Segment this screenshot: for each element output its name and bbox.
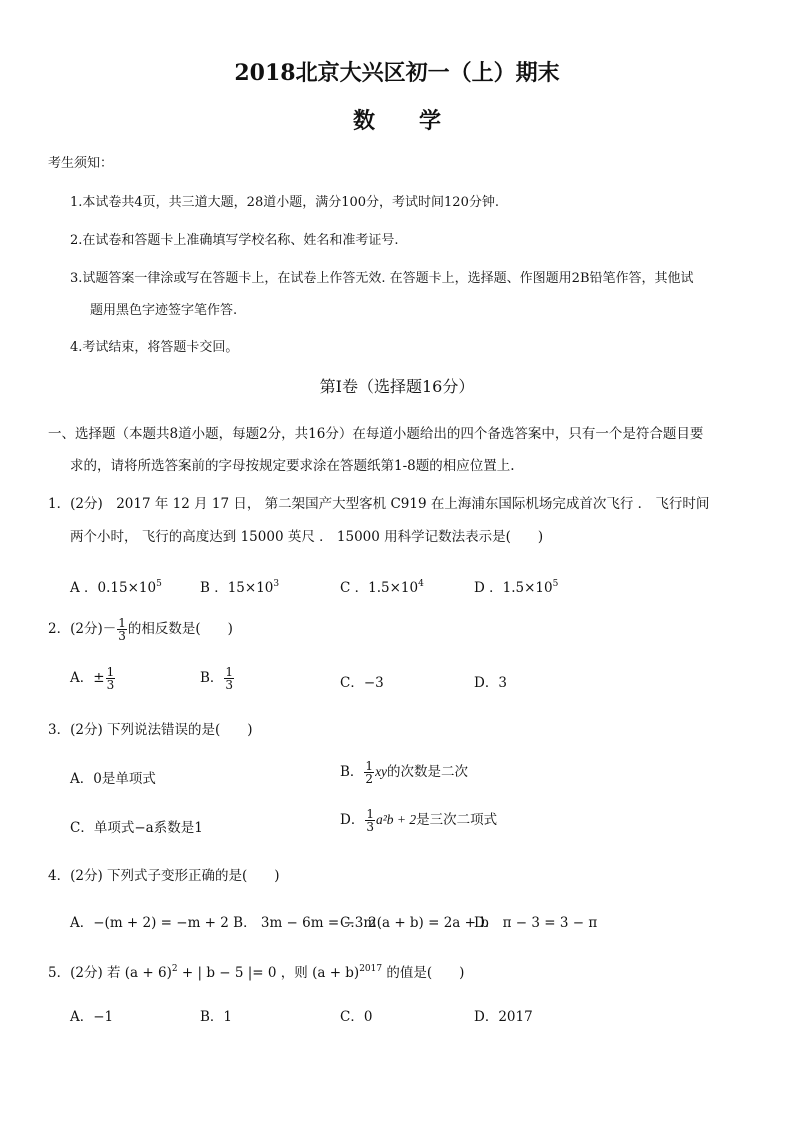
section-intro-line1: 一、选择题（本题共8道小题，每题2分，共16分）在每道小题给出的四个备选答案中，只有一个是符合题目要 <box>48 426 704 442</box>
q2-fraction: $\frac{1}{3}$ <box>118 616 126 643</box>
q4-stem: 4．(2分) 下列式子变形正确的是( ) <box>48 868 280 884</box>
q5-option-a: A．−1 <box>70 1009 114 1025</box>
q1-stem-line2: 两个小时， 飞行的高度达到 15000 英尺 ． 15000 用科学记数法表示是( ) <box>70 529 544 545</box>
q2-option-a: A．± $\frac{1}{3}$ <box>70 665 115 692</box>
exam-title: 2018北京大兴区初一（上）期末 <box>234 60 560 86</box>
section-intro-line2: 求的，请将所选答案前的字母按规定要求涂在答题纸第1-8题的相应位置上. <box>70 458 515 474</box>
notice-item-3: 3.试题答案一律涂或写在答题卡上，在试卷上作答无效. 在答题卡上，选择题、作图题用2B铅笔作答，其他试 <box>70 271 694 286</box>
q1-option-c: C ．$1.5\times 10^4$ <box>340 579 424 596</box>
q4-option-ab: A．−(m + 2) = −m + 2 B． 3m − 6m = −3m <box>70 915 377 931</box>
q3-option-a: A．0是单项式 <box>70 771 156 787</box>
q2-option-b: B． $\frac{1}{3}$ <box>200 665 234 692</box>
notice-item-2: 2.在试卷和答题卡上准确填写学校名称、姓名和准考证号. <box>70 233 399 248</box>
q4-option-d: D． π − 3 = 3 − π <box>474 915 598 931</box>
q3-option-d: D． $\frac{1}{3}$ a²b + 2是三次二项式 <box>340 807 498 834</box>
q5-stem: 5．(2分) 若 $(a + 6)^2$ + | b − 5 |= 0 ，则 $(a + b)^{2017}$ 的值是( ) <box>48 964 465 981</box>
notice-item-3-continued: 题用黑色字迹签字笔作答. <box>90 303 238 318</box>
q3-option-c: C．单项式−a系数是1 <box>70 820 203 836</box>
q2-option-c: C．−3 <box>340 675 384 691</box>
q3-option-b: B． $\frac{1}{2}$ xy的次数是二次 <box>340 759 469 786</box>
q5-option-c: C．0 <box>340 1009 373 1025</box>
notice-item-1: 1.本试卷共4页，共三道大题，28道小题，满分100分，考试时间120分钟. <box>70 195 499 210</box>
section-title: 第Ⅰ卷（选择题16分） <box>319 377 475 396</box>
q5-option-b: B．1 <box>200 1009 233 1025</box>
q1-stem-line1: 1．(2分) 2017 年 12 月 17 日， 第二架国产大型客机 C919 在上海浦东国际机场完成首次飞行 ． 飞行时间 <box>48 496 710 512</box>
q1-option-d: D ．$1.5\times 10^5$ <box>474 579 559 596</box>
q4-option-c: C． 2(a + b) = 2a + b <box>340 915 489 931</box>
notice-item-4: 4.考试结束，将答题卡交回。 <box>70 340 239 355</box>
q1-option-a: A ．$0.15\times 10^5$ <box>70 579 162 596</box>
q1-option-b: B ．$15\times 10^3$ <box>200 579 280 596</box>
q5-option-d: D．2017 <box>474 1009 533 1025</box>
q2-option-d: D．3 <box>474 675 507 691</box>
q2-stem: 2．(2分)－ $\frac{1}{3}$ 的相反数是( ) <box>48 616 233 643</box>
notice-heading: 考生须知： <box>48 156 114 171</box>
subject-title: 数 学 <box>352 108 441 134</box>
q3-stem: 3．(2分) 下列说法错误的是( ) <box>48 722 253 738</box>
